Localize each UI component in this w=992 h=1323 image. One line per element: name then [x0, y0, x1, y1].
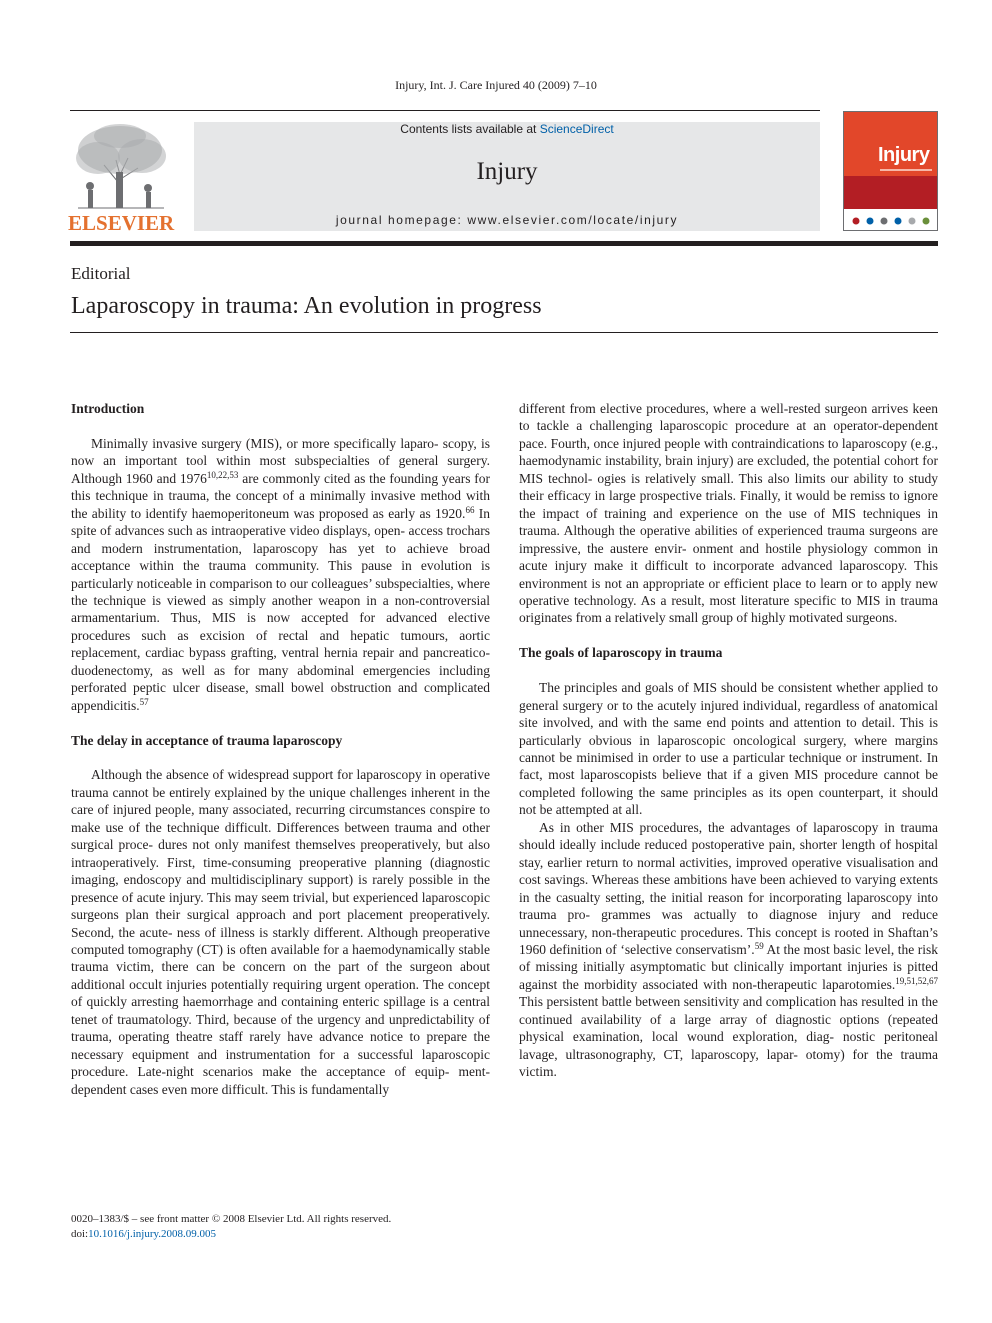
- article-footer: [71, 1212, 391, 1242]
- paragraph-goals-1: The principles and goals of MIS should be consistent whether applied to general surgery or to the acutely injured individual, regardless of anatomical site involved, and with the same end points and attention to detail. This is particularly obvious in laparoscopic oncological surgery, where margins cannot be minimised in order to use a particular technique or instrument. In fact, most laparoscopists believe that if a given MIS procedure cannot be completed following the same principles as its open counterpart, it should not be attempted at all.: [519, 680, 938, 818]
- contents-line: [194, 122, 820, 136]
- header-rule: [70, 110, 820, 111]
- elsevier-wordmark: ELSEVIER: [68, 211, 175, 235]
- section-heading-delay: The delay in acceptance of trauma laparoscopy: [71, 732, 343, 748]
- masthead-rule: [70, 241, 938, 246]
- reference-link[interactable]: 19,51,52,67: [895, 975, 938, 986]
- article-title: Laparoscopy in trauma: An evolution in progress: [71, 293, 542, 319]
- cover-subtitle-bar: [880, 169, 932, 171]
- reference-link[interactable]: 59: [754, 941, 764, 952]
- doi-line: doi:10.1016/j.injury.2008.09.005: [71, 1228, 217, 1240]
- reference-link[interactable]: 66: [465, 504, 475, 515]
- paragraph-introduction: Minimally invasive surgery (MIS), or more specifically laparo- scopy, is now an important tool within most subspecialties of general surgery. Although 1960 and 1976$^{10,22,53}$ are commonly cited as the founding years for this technique in trauma, the concept of a minimally invasive method with the ability to identify haemoperitoneum was proposed as early as 1920.66 In spite of advances such as intraoperative video displays, open- access trochars and modern instrumentation, laparoscopy has yet to achieve broad acceptance within the trauma community. This pause in evolution is particularly noticeable in comparison to our colleagues’ subspecialties, where the technique is viewed as simply another weapon in a non-controversial armamentarium. Thus, MIS is now accepted for advanced elective procedures such as excision of rectal and hepatic tumours, aortic replacement, cardiac bypass grafting, ventral hernia repair and pancreatico- duodenectomy, as well as for many abdominal emergencies including perforated peptic ulcer disease, small bowel obstruction and complicated appendicitis.$^{57}$: [71, 435, 490, 713]
- section-heading-introduction: Introduction: [71, 401, 145, 416]
- section-heading-goals: The goals of laparoscopy in trauma: [519, 645, 723, 661]
- left-column: [71, 400, 490, 1098]
- contents-prefix: Contents lists available at: [400, 122, 540, 136]
- sciencedirect-link[interactable]: ScienceDirect: [539, 122, 614, 136]
- paragraph-goals-2: As in other MIS procedures, the advantages of laparoscopy in trauma should ideally include reduced postoperative pain, shorter length of hospital stay, earlier return to normal activities, improved operative visualisation and cost savings. Whereas these ambitions have been achieved to varying extents in the casualty setting, the initial reason for incorporating laparoscopy into trauma pro- grammes was actually to diagnose injury and reduce unnecessary, non-therapeutic procedures. This concept is rooted in Shaftan’s 1960 definition of ‘selective conservatism’.$^{59}$ At the most basic level, the risk of missing initially asymptomatic but clinically important injuries is pitted against the morbidity associated with non-therapeutic laparotomies.$^{19,51,52,67}$ This persistent battle between sensitivity and complication has resulted in the continued availability of a large array of diagnostic options (repeated physical examination, local wound exploration, diag- nostic peritoneal lavage, ultrasonography, CT, laparoscopy, lapar- otomy) for the trauma victim.: [519, 819, 938, 1080]
- journal-masthead: [194, 122, 820, 231]
- right-column: [519, 400, 938, 1081]
- paragraph-delay-continued: different from elective procedures, where a well-rested surgeon arrives keen to tackle a challenging laparoscopic procedure at an operator-dependent pace. Fourth, once injured people with contraindications to laparoscopy (e.g., haemodynamic instability, brain injury) are excluded, the potential cohort for MIS technol- ogies is relatively small. This also limits our ability to study their efficacy in large prospective trials. Finally, it would be remiss to ignore the impact of training and experience on the use of MIS techniques in trauma. Although the operative abilities of experienced trauma surgeons are impressive, the austere envir- onment and hostile physiology common in acute injury make it difficult to incorporate advanced laparoscopy. This environment is not an appropriate or efficient place to learn or to apply new operative technology. As a result, most literature specific to MIS in trauma originates from a relatively small group of highly motivated surgeons.: [519, 401, 938, 626]
- journal-homepage[interactable]: journal homepage: www.elsevier.com/locate/injury: [335, 213, 679, 227]
- article-type: Editorial: [71, 264, 131, 283]
- elsevier-tree-icon: [68, 120, 172, 212]
- paragraph-delay: Although the absence of widespread support for laparoscopy in operative trauma cannot be entirely explained by the unique challenges inherent in the care of injured people, many associated, recurring circumstances conspire to make use of the technique difficult. Differences between trauma and other surgical proce- dures not only manifest themselves preoperatively, but also intraoperatively. First, time-consuming preoperative planning (diagnostic imaging, endoscopy and multidisciplinary support) is rarely possible in the presence of acute injury. This may seem trivial, but experienced laparoscopic surgeons plan their surgical approach and port placement preoperatively. Second, the acute- ness of illness is starkly different. Although preoperative computed tomography (CT) is often available for a haemodynamically stable trauma victim, there can be concern on the part of the surgeon about additional occult injuries potentially requiring urgent operation. The concept of quickly arresting haemorrhage and containing enteric spillage is a central tenet of traumatology. Third, because of the urgency and unpredictability of trauma, operating theatre staff rarely have advance notice to prepare the necessary equipment and instrumentation for a successful laparoscopic procedure. Late-night scenarios make the acceptance of equip- ment-dependent cases even more difficult. This is fundamentally: [71, 767, 490, 1097]
- title-rule: [70, 332, 938, 333]
- journal-citation: Injury, Int. J. Care Injured 40 (2009) 7–10: [395, 78, 597, 92]
- journal-title: Injury: [476, 158, 538, 185]
- doi-link[interactable]: 10.1016/j.injury.2008.09.005: [88, 1228, 217, 1240]
- elsevier-logo: [68, 120, 175, 235]
- reference-link[interactable]: 10,22,53: [206, 469, 239, 480]
- journal-cover-thumbnail: [843, 111, 938, 231]
- cover-band: [844, 176, 937, 209]
- reference-link[interactable]: 57: [139, 696, 149, 707]
- society-logos-icon: [850, 216, 932, 226]
- copyright-line: 0020–1383/$ – see front matter © 2008 Elsevier Ltd. All rights reserved.: [71, 1213, 392, 1225]
- cover-title: Injury: [878, 144, 930, 166]
